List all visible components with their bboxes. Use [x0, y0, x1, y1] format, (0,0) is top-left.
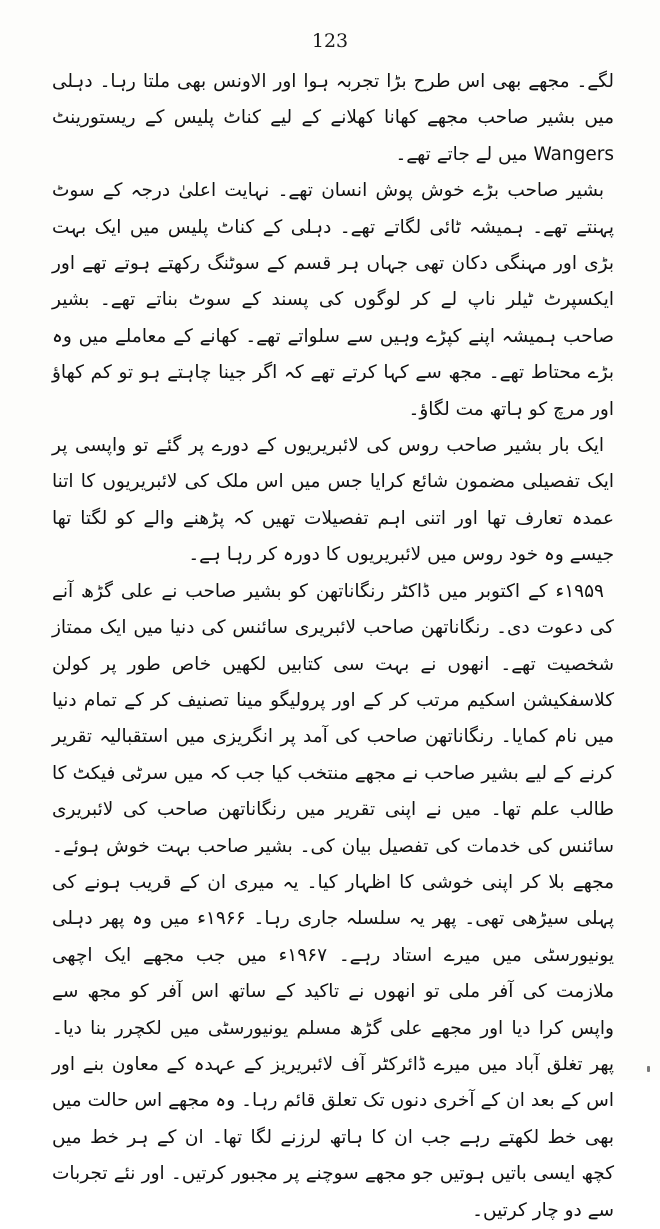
paragraph-restaurant-allowance: لگے۔ مجھے بھی اس طرح بڑا تجربہ ہوا اور الاونس بھی ملتا رہا۔ دہلی میں بشیر صاحب مجھے کھانا کھلانے کے لیے کناٹ پلیس کے ریستورینٹ Wangers میں لے جاتے تھے۔ [52, 71, 614, 165]
paragraph-ranganathan-visit: ۱۹۵۹ء کے اکتوبر میں ڈاکٹر رنگاناتھن کو بشیر صاحب نے علی گڑھ آنے کی دعوت دی۔ رنگاناتھن صاحب لائبریری سائنس کی دنیا میں ایک ممتاز شخصیت تھے۔ انھوں نے بہت سی کتابیں لکھیں خاص طور پر کولن کلاسفکیشن اسکیم مرتب کر کے اور پرولیگو مینا تصنیف کر کے تمام دنیا میں نام کمایا۔ رنگاناتھن صاحب کی آمد پر انگریزی میں استقبالیہ تقریر کرنے کے لیے بشیر صاحب نے مجھے منتخب کیا جب کہ میں سرٹی فیکٹ کا طالب علم تھا۔ میں نے اپنی تقریر میں رنگاناتھن صاحب کی لائبریری سائنس کی خدمات کی تفصیل بیان کی۔ بشیر صاحب بہت خوش ہوئے۔ مجھے بلا کر اپنی خوشی کا اظہار کیا۔ یہ میری ان کے قریب ہونے کی پہلی سیڑھی تھی۔ پھر یہ سلسلہ جاری رہا۔ ۱۹۶۶ء میں وہ پھر دہلی یونیورسٹی میں میرے استاد رہے۔ ۱۹۶۷ء میں جب مجھے ایک اچھی ملازمت کی آفر ملی تو انھوں نے تاکید کے ساتھ اس آفر کو مجھ سے واپس کرا دیا اور مجھے علی گڑھ مسلم یونیورسٹی میں لکچرر بنا دیا۔ پھر تغلق آباد میں میرے ڈائرکٹر آف لائبریریز کے عہدہ کے معاون بنے اور اس کے بعد ان کے آخری دنوں تک تعلق قائم رہا۔ وہ مجھے اس حالت میں بھی خط لکھتے رہے جب ان کا ہاتھ لرزنے لگا تھا۔ ان کے ہر خط میں کچھ ایسی باتیں ہوتیں جو مجھے سوچنے پر مجبور کرتیں۔ اور نئے تجربات سے دو چار کرتیں۔ [52, 580, 614, 1221]
paragraph-bashir-dress-habits: بشیر صاحب بڑے خوش پوش انسان تھے۔ نہایت اعلیٰ درجہ کے سوٹ پہنتے تھے۔ ہمیشہ ٹائی لگاتے تھے۔ دہلی کے کناٹ پلیس میں ایک بہت بڑی اور مہنگی دکان تھی جہاں ہر قسم کے سوٹنگ رکھتے ہوتے تھے اور ایکسپرٹ ٹیلر ناپ لے کر لوگوں کی پسند کے سوٹ بناتے تھے۔ بشیر صاحب ہمیشہ اپنے کپڑے وہیں سے سلواتے تھے۔ کھانے کے معاملے میں وہ بڑے محتاط تھے۔ مجھ سے کہا کرتے تھے کہ اگر جینا چاہتے ہو تو کم کھاؤ اور مرچ کو ہاتھ مت لگاؤ۔ [52, 180, 614, 420]
page-number: 123 [311, 30, 349, 52]
page-corner-mark [647, 1066, 650, 1072]
paragraph-russia-library-tour: ایک بار بشیر صاحب روس کی لائبریریوں کے دورے پر گئے تو واپسی پر ایک تفصیلی مضمون شائع کرایا جس میں اس ملک کی لائبریریوں کا اتنا عمدہ تعارف تھا اور اتنی اہم تفصیلات تھیں کہ پڑھنے والے کو لگتا تھا جیسے وہ خود روس میں لائبریریوں کا دورہ کر رہا ہے۔ [52, 435, 614, 566]
page-body-text [52, 64, 614, 1229]
